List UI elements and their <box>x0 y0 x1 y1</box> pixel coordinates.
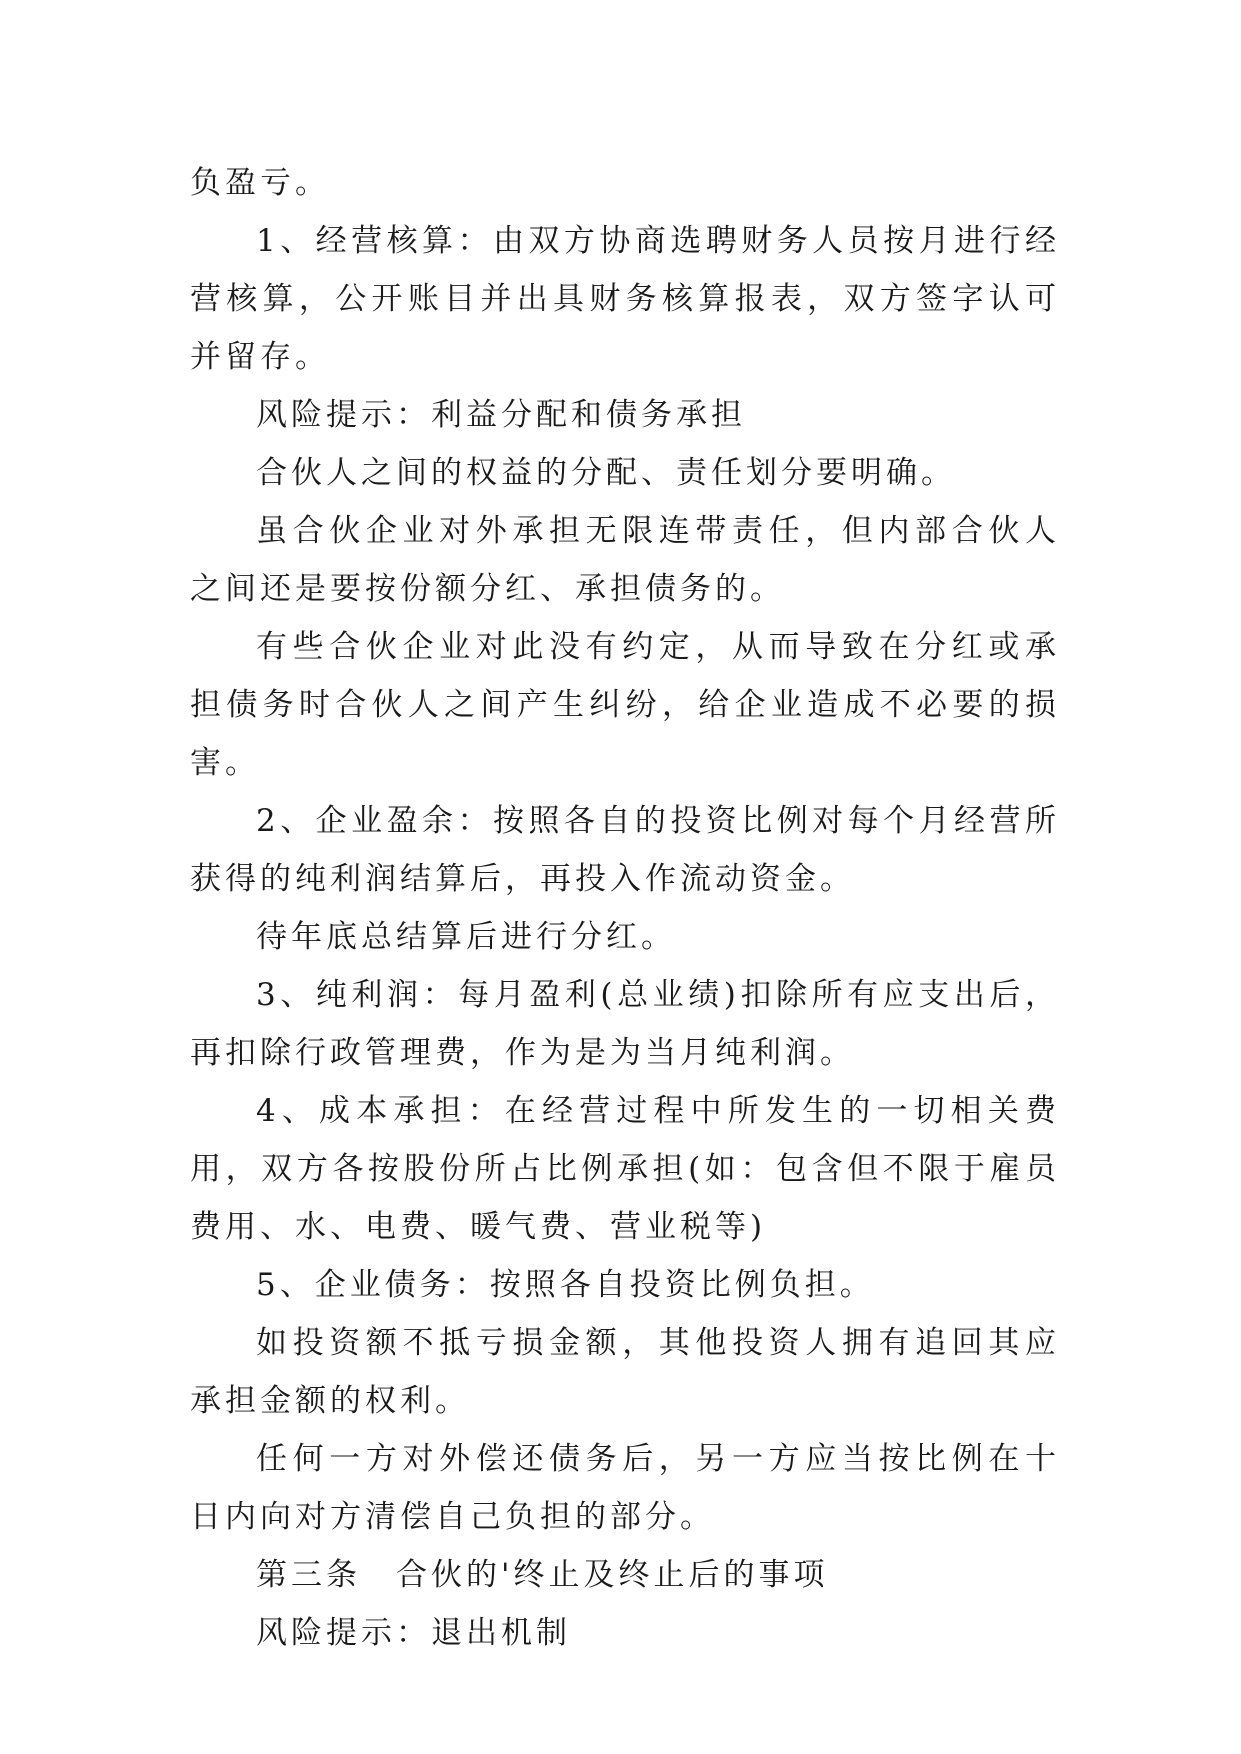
paragraph-risk-note-profit: 风险提示：利益分配和债务承担 <box>256 397 746 433</box>
paragraph-partner-rights: 合伙人之间的权益的分配、责任划分要明确。 <box>256 455 956 491</box>
paragraph-year-end-dividend: 待年底总结算后进行分红。 <box>256 919 676 955</box>
paragraph-cost-bearing: 4、成本承担：在经营过程中所发生的一切相关费用，双方各按股份所占比例承担(如：包含但不限于雇员费用、水、电费、暖气费、营业税等) <box>190 1093 1060 1245</box>
paragraph-unlimited-liability: 虽合伙企业对外承担无限连带责任，但内部合伙人之间还是要按份额分红、承担债务的。 <box>190 513 1060 607</box>
paragraph-debt-repayment: 任何一方对外偿还债务后，另一方应当按比例在十日内向对方清偿自己负担的部分。 <box>190 1441 1060 1535</box>
paragraph-continuation: 负盈亏。 <box>190 165 330 201</box>
paragraph-enterprise-debt: 5、企业债务：按照各自投资比例负担。 <box>256 1267 875 1303</box>
paragraph-loss-recovery: 如投资额不抵亏损金额，其他投资人拥有追回其应承担金额的权利。 <box>190 1325 1060 1419</box>
paragraph-risk-note-exit: 风险提示：退出机制 <box>256 1615 571 1651</box>
paragraph-net-profit: 3、纯利润：每月盈利(总业绩)扣除所有应支出后，再扣除行政管理费，作为是为当月纯利润。 <box>190 977 1060 1071</box>
paragraph-enterprise-surplus: 2、企业盈余：按照各自的投资比例对每个月经营所获得的纯利润结算后，再投入作流动资金。 <box>190 803 1060 897</box>
article-three-heading: 第三条 合伙的'终止及终止后的事项 <box>256 1557 829 1593</box>
paragraph-operating-accounting: 1、经营核算：由双方协商选聘财务人员按月进行经营核算，公开账目并出具财务核算报表，双方签字认可并留存。 <box>190 223 1060 375</box>
paragraph-disputes: 有些合伙企业对此没有约定，从而导致在分红或承担债务时合伙人之间产生纠纷，给企业造成不必要的损害。 <box>190 629 1060 781</box>
document-body <box>190 154 1060 1662</box>
